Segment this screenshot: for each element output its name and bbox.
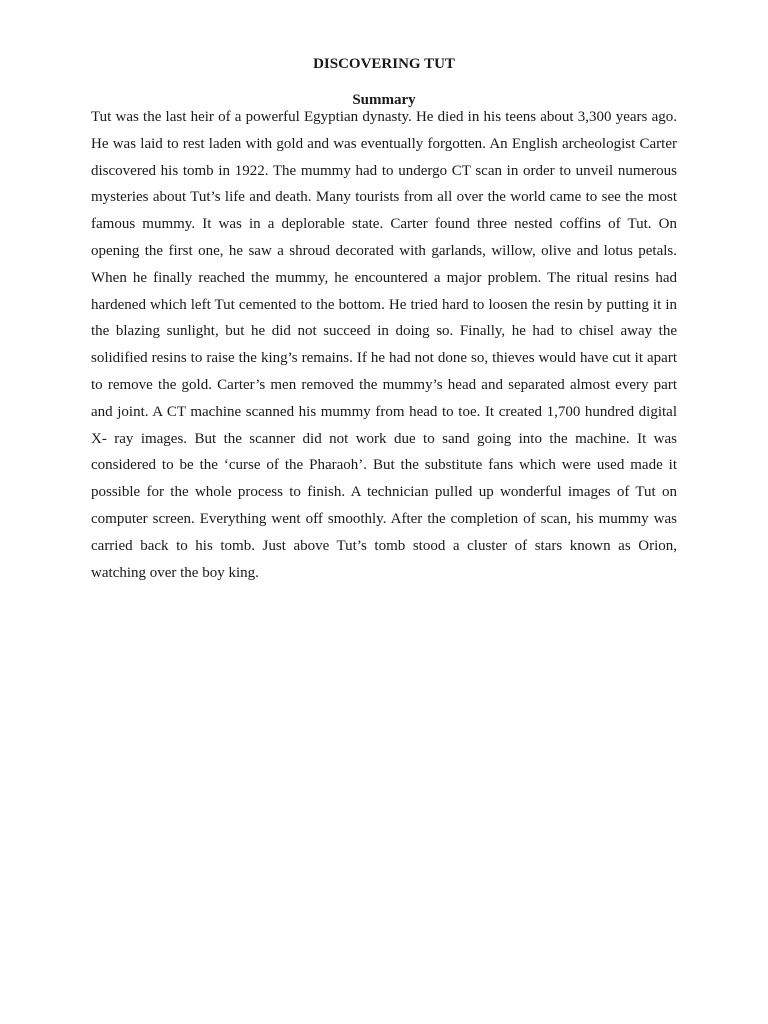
paragraph-line: X- ray images. But the scanner did not work due to sand going into the machine. It was [91, 430, 677, 447]
paragraph-line: the blazing sunlight, but he did not succeed in doing so. Finally, he had to chisel away the [91, 323, 677, 340]
paragraph-line: considered to be the ‘curse of the Pharaoh’. But the substitute fans which were used made it [91, 457, 677, 474]
paragraph-line: watching over the boy king. [91, 564, 259, 581]
paragraph-line: solidified resins to raise the king’s remains. If he had not done so, thieves would have cut it apart [91, 350, 677, 367]
paragraph-line: and joint. A CT machine scanned his mummy from head to toe. It created 1,700 hundred digital [91, 403, 677, 420]
paragraph-line: mysteries about Tut’s life and death. Many tourists from all over the world came to see the most [91, 189, 677, 206]
paragraph-line: When he finally reached the mummy, he encountered a major problem. The ritual resins had [91, 269, 677, 286]
page-title: DISCOVERING TUT [313, 56, 455, 72]
paragraph-line: Tut was the last heir of a powerful Egyptian dynasty. He died in his teens about 3,300 years ago. [91, 109, 677, 125]
paragraph-line: possible for the whole process to finish. A technician pulled up wonderful images of Tut on [91, 484, 677, 501]
paragraph-line: computer screen. Everything went off smoothly. After the completion of scan, his mummy was [91, 510, 677, 527]
summary-paragraph [91, 104, 677, 586]
paragraph-line: hardened which left Tut cemented to the bottom. He tried hard to loosen the resin by putting it in [91, 296, 677, 313]
paragraph-line: discovered his tomb in 1922. The mummy had to undergo CT scan in order to unveil numerous [91, 162, 677, 179]
paragraph-line: to remove the gold. Carter’s men removed the mummy’s head and separated almost every part [91, 376, 677, 393]
paragraph-line: He was laid to rest laden with gold and was eventually forgotten. An English archeologist Carter [91, 135, 677, 152]
paragraph-line: carried back to his tomb. Just above Tut’s tomb stood a cluster of stars known as Orion, [91, 537, 677, 554]
paragraph-line: opening the first one, he saw a shroud decorated with garlands, willow, olive and lotus petals. [91, 242, 677, 259]
section-heading: Summary [352, 92, 416, 108]
paragraph-line: famous mummy. It was in a deplorable state. Carter found three nested coffins of Tut. On [91, 216, 677, 233]
